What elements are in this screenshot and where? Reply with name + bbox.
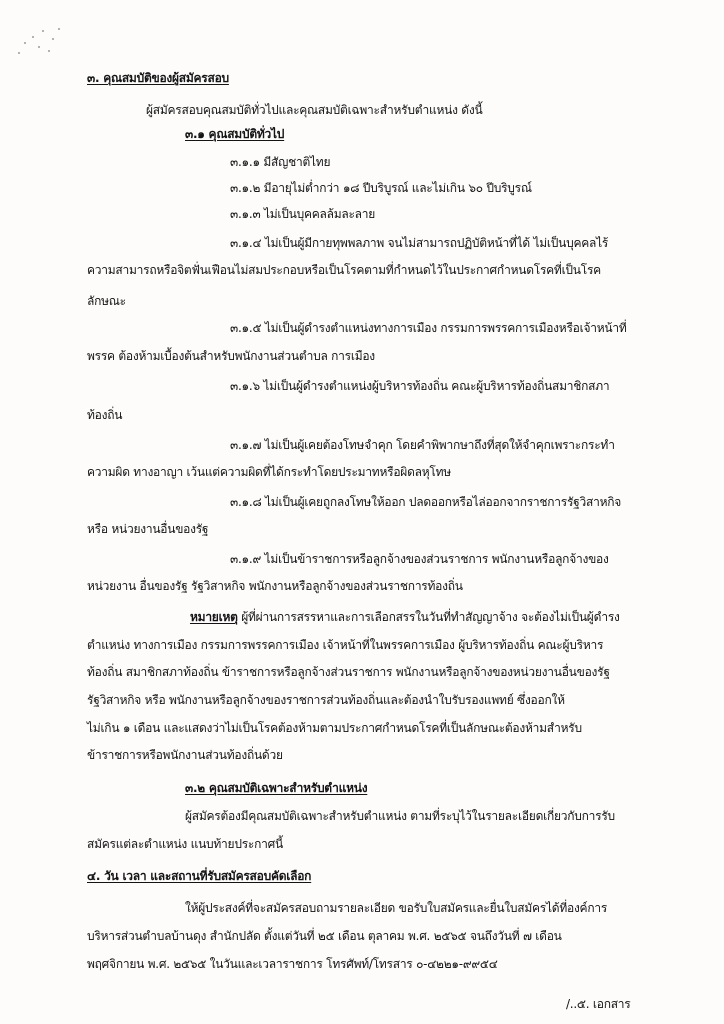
qualification-item: ๓.๑.๑ มีสัญชาติไทย [230,155,331,169]
note-line: ข้าราชการหรือพนักงานส่วนท้องถิ่นด้วย [87,748,283,762]
scan-specks [12,26,72,66]
qualification-item: ๓.๑.๖ ไม่เป็นผู้ดำรงตำแหน่งผู้บริหารท้องถิ่น คณะผู้บริหารท้องถิ่นสมาชิกสภา [230,379,610,393]
qualification-item-cont: ท้องถิ่น [87,408,123,422]
note-label: หมายเหตุ [190,610,238,624]
section-4-line: ให้ผู้ประสงค์ที่จะสมัครสอบถามรายละเอียด ขอรับใบสมัครและยื่นใบสมัครได้ที่องค์การ [185,901,608,915]
qualification-item-cont: ความสามารถหรือจิตฟั่นเฟือนไม่สมประกอบหรือเป็นโรคตามที่กำหนดไว้ในประกาศกำหนดโรคที่เป็นโรค [87,263,601,277]
section-4-heading: ๔. วัน เวลา และสถานที่รับสมัครสอบคัดเลือก [87,869,312,883]
section-4-line: พฤศจิกายน พ.ศ. ๒๕๖๕ ในวันและเวลาราชการ โทรศัพท์/โทรสาร ๐-๔๒๒๑-๙๙๕๔ [87,957,498,971]
qualification-item: ๓.๑.๓ ไม่เป็นบุคคลล้มละลาย [230,207,376,221]
qualification-item-cont: ลักษณะ [87,294,126,308]
qualification-item: ๓.๑.๗ ไม่เป็นผู้เคยต้องโทษจำคุก โดยคำพิพากษาถึงที่สุดให้จำคุกเพราะกระทำ [230,438,615,452]
general-qualifications-heading: ๓.๑ คุณสมบัติทั่วไป [185,127,285,141]
qualification-item: ๓.๑.๘ ไม่เป็นผู้เคยถูกลงโทษให้ออก ปลดออกหรือไล่ออกจากราชการรัฐวิสาหกิจ [230,495,622,509]
qualification-item: ๓.๑.๕ ไม่เป็นผู้ดำรงตำแหน่งทางการเมือง กรรมการพรรคการเมืองหรือเจ้าหน้าที่ [230,321,627,335]
note-line: ท้องถิ่น สมาชิกสภาท้องถิ่น ข้าราชการหรือลูกจ้างส่วนราชการ พนักงานหรือลูกจ้างของหน่วยงานอื่นของรัฐ [87,665,610,679]
note-line: รัฐวิสาหกิจ หรือ พนักงานหรือลูกจ้างของราชการส่วนท้องถิ่นและต้องนำใบรับรองแพทย์ ซึ่งออกให้ [87,693,565,707]
continued-marker: /..๕. เอกสาร [566,997,631,1011]
qualification-item-cont: หน่วยงาน อื่นของรัฐ รัฐวิสาหกิจ พนักงานหรือลูกจ้างของส่วนราชการท้องถิ่น [87,579,463,593]
qualification-item-cont: พรรค ต้องห้ามเบื้องต้นสำหรับพนักงานส่วนตำบล การเมือง [87,349,375,363]
note-first-text: ผู้ที่ผ่านการสรรหาและการเลือกสรรในวันที่ทำสัญญาจ้าง จะต้องไม่เป็นผู้ดำรง [237,610,620,624]
qualification-item-cont: ความผิด ทางอาญา เว้นแต่ความผิดที่ได้กระทำโดยประมาทหรือผิดลหุโทษ [87,465,451,479]
specific-qualifications-heading: ๓.๒ คุณสมบัติเฉพาะสำหรับตำแหน่ง [185,781,368,795]
note-line: ไม่เกิน ๑ เดือน และแสดงว่าไม่เป็นโรคต้องห้ามตามประกาศกำหนดโรคที่เป็นลักษณะต้องห้ามสำหรับ [87,721,582,735]
qualification-item: ๓.๑.๔ ไม่เป็นผู้มีกายทุพพลภาพ จนไม่สามารถปฏิบัติหน้าที่ได้ ไม่เป็นบุคคลไร้ [230,236,609,250]
qualification-item-cont: หรือ หน่วยงานอื่นของรัฐ [87,522,209,536]
specific-qualifications-line: สมัครแต่ละตำแหน่ง แนบท้ายประกาศนี้ [87,837,283,851]
note-first-line [190,609,620,625]
section-3-intro: ผู้สมัครสอบคุณสมบัติทั่วไปและคุณสมบัติเฉพาะสำหรับตำแหน่ง ดังนี้ [146,103,483,117]
qualification-item: ๓.๑.๒ มีอายุไม่ต่ำกว่า ๑๘ ปีบริบูรณ์ และไม่เกิน ๖๐ ปีบริบูรณ์ [230,181,532,195]
note-line: ตำแหน่ง ทางการเมือง กรรมการพรรคการเมือง เจ้าหน้าที่ในพรรคการเมือง ผู้บริหารท้องถิ่น คณะผู้บริหาร [87,638,604,652]
specific-qualifications-line: ผู้สมัครต้องมีคุณสมบัติเฉพาะสำหรับตำแหน่ง ตามที่ระบุไว้ในรายละเอียดเกี่ยวกับการรับ [185,809,615,823]
section-3-heading: ๓. คุณสมบัติของผู้สมัครสอบ [87,71,229,85]
section-4-line: บริหารส่วนตำบลบ้านดุง สำนักปลัด ตั้งแต่วันที่ ๒๕ เดือน ตุลาคม พ.ศ. ๒๕๖๕ จนถึงวันที่ ๗ เดือน [87,929,562,943]
qualification-item: ๓.๑.๙ ไม่เป็นข้าราชการหรือลูกจ้างของส่วนราชการ พนักงานหรือลูกจ้างของ [230,552,609,566]
